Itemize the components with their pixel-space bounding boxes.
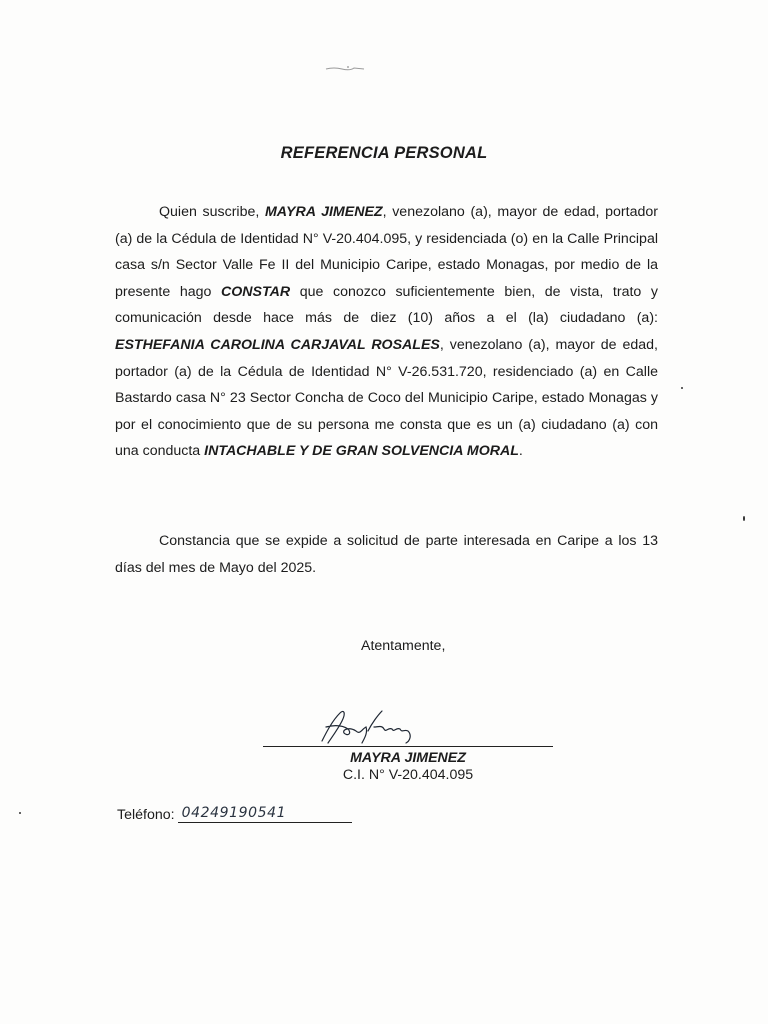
paragraph-text: que conozco suficientemente bien, de vista, trato y comunicación desde hace más de diez (10) años a el (la) ciudadano (a): xyxy=(115,283,658,327)
emphasis-text: MAYRA JIMENEZ xyxy=(264,204,383,220)
scan-artifact-mark xyxy=(324,64,368,72)
phone-value: 04249190541 xyxy=(178,805,352,823)
scan-speck xyxy=(19,812,21,814)
paragraph-text: Quien suscribe, xyxy=(159,204,265,220)
emphasis-text: INTACHABLE Y DE GRAN SOLVENCIA MORAL xyxy=(204,443,519,460)
paragraph-text: , venezolano (a), mayor de edad, portador (a) de la Cédula de Identidad N° V-26.531.720, residenciado (a) en Calle Bastardo casa N° 23 Sector Concha de Coco del Municipio Caripe, estado Monagas y por el conocimiento que de su persona me consta que es un (a) ciudadano (a) con una conducta xyxy=(115,336,658,460)
paragraph-text: , venezolano (a), mayor de edad, portador (a) de la Cédula de Identidad N° V-20.404.095, y residenciada (o) en la Calle Principal casa s/n Sector Valle Fe II del Municipio Caripe, estado Monagas, por medio de la presente hago xyxy=(115,204,658,300)
scan-speck xyxy=(743,516,745,521)
paragraph-text: . xyxy=(518,443,523,460)
phone-row xyxy=(117,805,352,823)
signer-id: C.I. N° V-20.404.095 xyxy=(342,767,474,783)
scan-speck xyxy=(681,387,683,389)
main-paragraph xyxy=(115,199,658,465)
phone-label: Teléfono: xyxy=(117,807,175,823)
handwritten-signature-icon xyxy=(312,703,422,749)
emphasis-text: ESTHEFANIA CAROLINA CARJAVAL ROSALES xyxy=(115,336,440,353)
document-title: REFERENCIA PERSONAL xyxy=(280,144,488,162)
closing-text: Atentamente, xyxy=(361,638,446,654)
issuance-paragraph: Constancia que se expide a solicitud de parte interesada en Caripe a los 13 días del mes de Mayo del 2025. xyxy=(115,533,658,576)
emphasis-text: CONSTAR xyxy=(221,283,291,300)
signer-name: MAYRA JIMENEZ xyxy=(350,750,466,766)
signature-line xyxy=(263,746,553,747)
